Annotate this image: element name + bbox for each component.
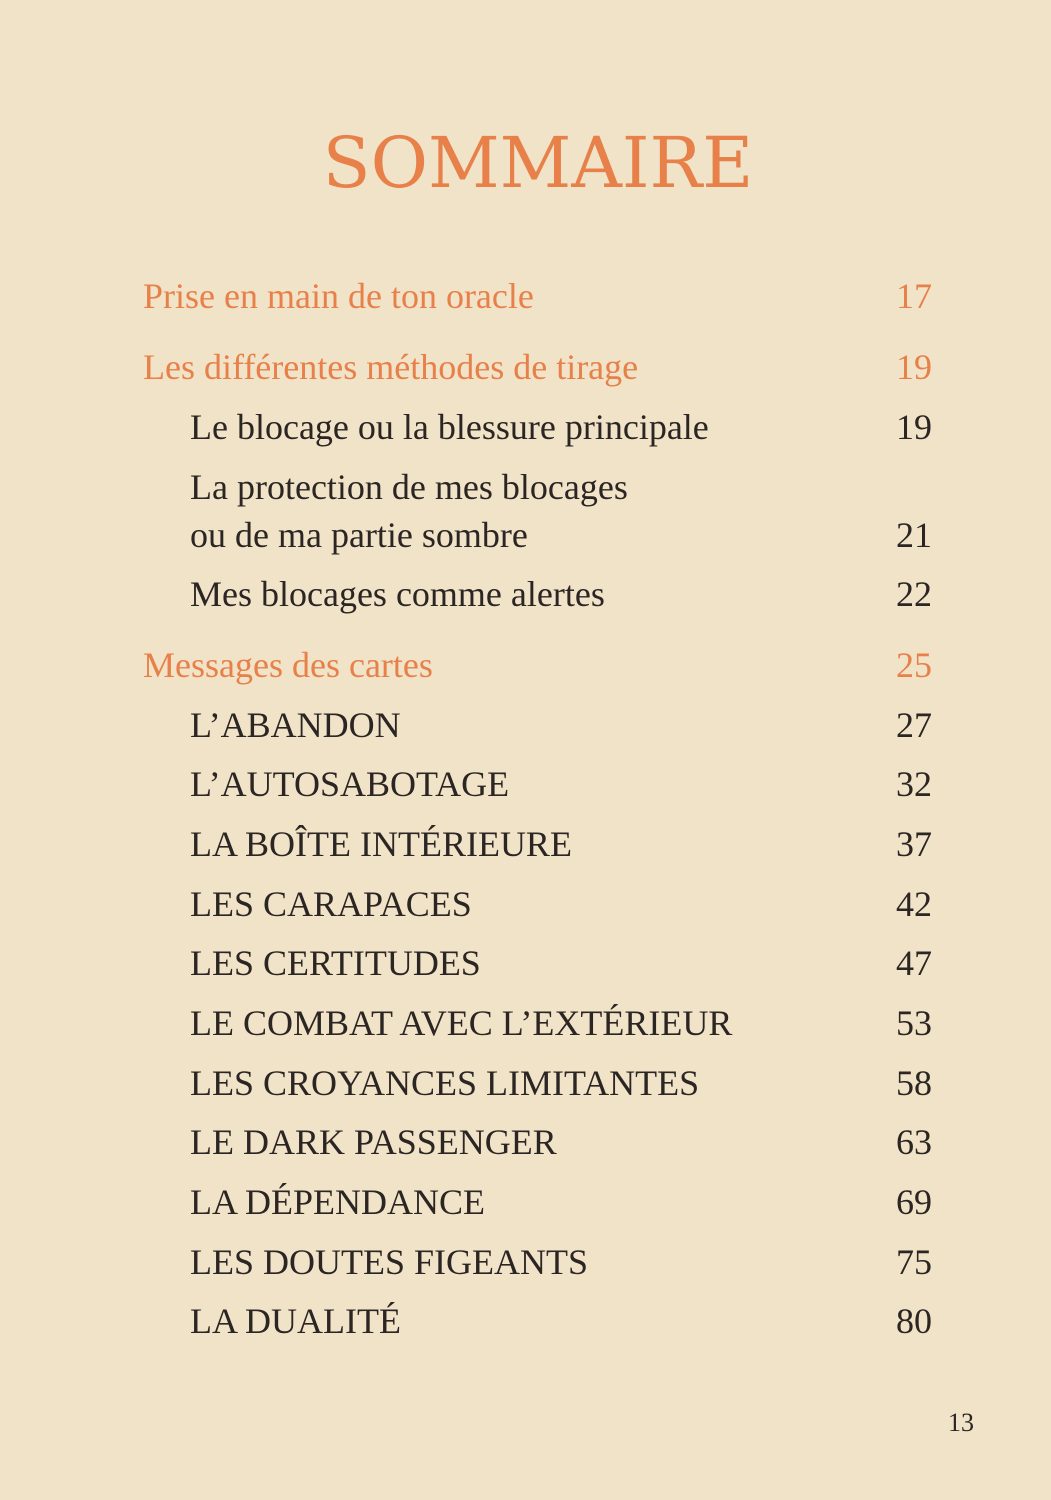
toc-section-page: 25 xyxy=(896,645,932,685)
page-number: 13 xyxy=(948,1408,974,1437)
toc-entry-page: 21 xyxy=(896,515,932,555)
toc-entry-page: 75 xyxy=(896,1242,932,1282)
toc-entry-page: 58 xyxy=(896,1063,932,1103)
toc-section-label: Prise en main de ton oracle xyxy=(143,276,534,316)
toc-entry-page: 27 xyxy=(896,705,932,745)
toc-entry-page: 19 xyxy=(896,407,932,447)
toc-entry-label: LA DÉPENDANCE xyxy=(190,1182,485,1222)
toc-entry-page: 63 xyxy=(896,1122,932,1162)
toc-entry-page: 47 xyxy=(896,943,932,983)
toc-entry-label: LA BOÎTE INTÉRIEURE xyxy=(190,824,572,864)
toc-entry-page: 32 xyxy=(896,764,932,804)
toc-entry-page: 42 xyxy=(896,884,932,924)
toc-entry-label: LE DARK PASSENGER xyxy=(190,1122,557,1162)
toc-section-page: 17 xyxy=(896,276,932,316)
toc-entry-page: 80 xyxy=(896,1301,932,1341)
toc-entry-label-line1: La protection de mes blocages xyxy=(190,467,628,507)
toc-entry-page: 37 xyxy=(896,824,932,864)
toc-entry-page: 69 xyxy=(896,1182,932,1222)
toc-entry-label: LES CROYANCES LIMITANTES xyxy=(190,1063,700,1103)
toc-entry-label: LES CERTITUDES xyxy=(190,943,481,983)
toc-section-label: Messages des cartes xyxy=(143,645,433,685)
toc-entry-label: L’AUTOSABOTAGE xyxy=(190,764,510,804)
toc-entry-label: L’ABANDON xyxy=(190,705,401,745)
page-title: SOMMAIRE xyxy=(322,122,754,204)
toc-section-label: Les différentes méthodes de tirage xyxy=(143,347,639,387)
toc-entry-label: Mes blocages comme alertes xyxy=(190,574,605,614)
toc-entry-label: Le blocage ou la blessure principale xyxy=(190,407,709,447)
toc-entry-page: 53 xyxy=(896,1003,932,1043)
toc-entry-page: 22 xyxy=(896,574,932,614)
toc-entry-label: LES CARAPACES xyxy=(190,884,472,924)
toc-entry-label: LES DOUTES FIGEANTS xyxy=(190,1242,589,1282)
toc-entry-label: LE COMBAT AVEC L’EXTÉRIEUR xyxy=(190,1003,733,1043)
toc-entry-label: LA DUALITÉ xyxy=(190,1301,401,1341)
toc-section-page: 19 xyxy=(896,347,932,387)
toc-entry-label-line2: ou de ma partie sombre xyxy=(190,515,528,555)
